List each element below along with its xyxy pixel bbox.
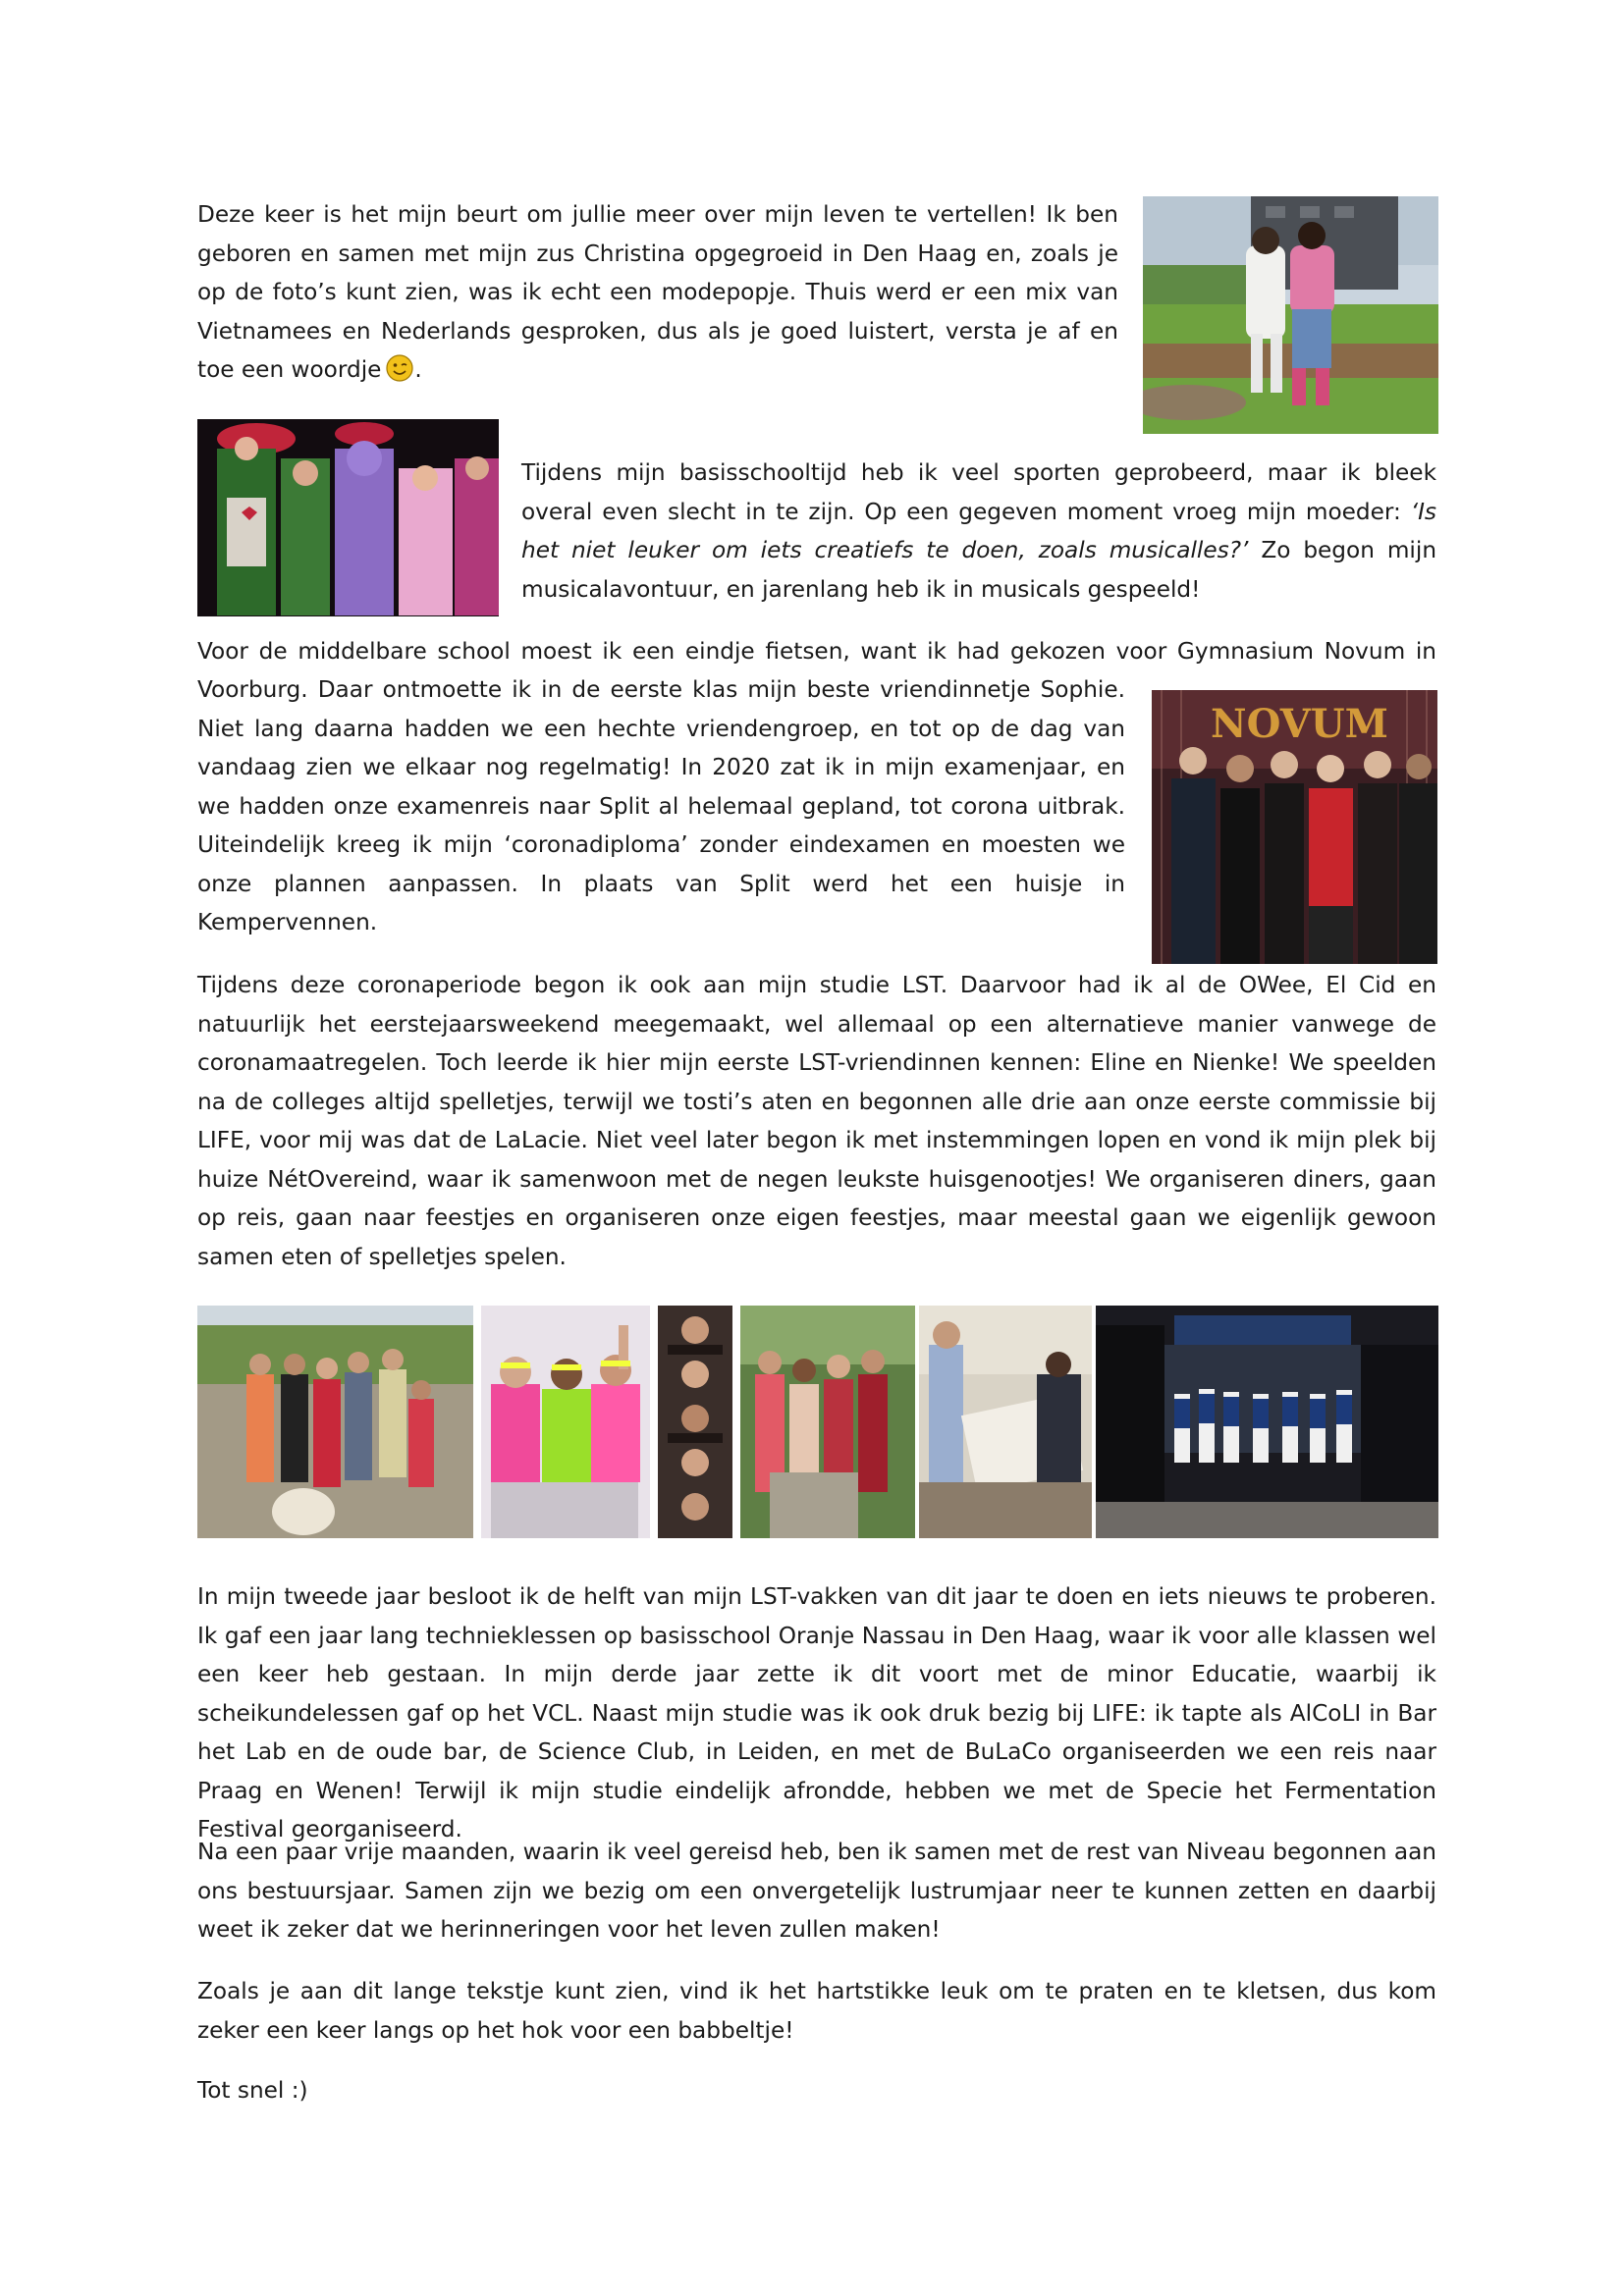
- collage-photo-hiking: [197, 1306, 473, 1538]
- paragraph-highschool-first-line: Voor de middelbare school moest ik een eindje fietsen, want ik had gekozen voor Gymnasium Novum in: [197, 638, 1436, 665]
- paragraph-closing: Tot snel :): [197, 2077, 308, 2104]
- paragraph-board-year: Na een paar vrije maanden, waarin ik veel gereisd heb, ben ik samen met de rest van Niveau begonnen aan ons bestuursjaar. Samen zijn we bezig om een onvergetelijk lustrumjaar neer te kunnen zetten en daarbij weet ik zeker dat we herinneringen voor het leven zullen maken!: [197, 1839, 1436, 1943]
- paragraph-highschool: Voorburg. Daar ontmoette ik in de eerste klas mijn beste vriendinnetje Sophie. Niet lang daarna hadden we een hechte vriendengroep, en tot op de dag van vandaag zien we elkaar nog regelmatig! In 2020 zat ik in mijn examenjaar, en we hadden onze examenreis naar Split al helemaal gepland, tot corona uitbrak. Uiteindelijk kreeg ik mijn ‘coronadiploma’ zonder eindexamen en moesten we onze plannen aanpassen. In plaats van Split werd het een huisje in Kempervennen.: [197, 676, 1125, 935]
- collage-photo-stacked-friends: [658, 1306, 732, 1538]
- collage-photo-neon-party: [481, 1306, 650, 1538]
- novum-banner: NOVUM: [1211, 701, 1388, 747]
- mother-quote: ‘Is het niet leuker om iets creatiefs te doen, zoals musicalles?’: [521, 498, 1436, 563]
- intro-text: Deze keer is het mijn beurt om jullie meer over mijn leven te vertellen! Ik ben geboren en samen met mijn zus Christina opgegroeid in Den Haag en, zoals je op de foto’s kunt zien, was ik echt een modepopje. Thuis werd er een mix van Vietnamees en Nederlands gesproken, dus als je goed luistert, versta je af en toe een woordje: [197, 201, 1118, 383]
- paragraph-intro: Deze keer is het mijn beurt om jullie meer over mijn leven te vertellen! Ik ben geboren en samen met mijn zus Christina opgegroeid in Den Haag en, zoals je op de foto’s kunt zien, was ik echt een modepopje. Thuis werd er een mix van Vietnamees en Nederlands gesproken, dus als je goed luistert, versta je af en toe een woordje .: [197, 201, 1118, 383]
- collage-photo-workshop: [919, 1306, 1092, 1538]
- smiley-wink-icon: [385, 353, 414, 383]
- paragraph-university: Tijdens deze coronaperiode begon ik ook aan mijn studie LST. Daarvoor had ik al de OWee, El Cid en natuurlijk het eerstejaarsweekend meegemaakt, wel allemaal op een alternatieve manier vanwege de coronamaatregelen. Toch leerde ik hier mijn eerste LST-vriendinnen kennen: Eline en Nienke! We speelden na de colleges altijd spelletjes, terwijl we tosti’s aten en begonnen alle drie aan onze eerste commissie bij LIFE, voor mij was dat de LaLacie. Niet veel later begon ik met instemmingen lopen en vond ik mijn plek bij huize NétOvereind, waar ik samenwoon met de negen leukste huisgenootjes! We organiseren diners, gaan op reis, gaan naar feestjes en organiseren onze eigen feestjes, maar meestal gaan we eigenlijk gewoon samen eten of spelletjes spelen.: [197, 972, 1436, 1270]
- collage-photo-group-garden: [740, 1306, 915, 1538]
- photo-novum-friends: [1152, 690, 1437, 964]
- paragraph-second-year: In mijn tweede jaar besloot ik de helft van mijn LST-vakken van dit jaar te doen en iets nieuws te proberen. Ik gaf een jaar lang technieklessen op basisschool Oranje Nassau in Den Haag, waar ik voor alle klassen wel een keer heb gestaan. In mijn derde jaar zette ik dit voort met de minor Educatie, waarbij ik scheikundelessen gaf op het VCL. Naast mijn studie was ik ook druk bezig bij LIFE: ik tapte als AlCoLI in Bar het Lab en de oude bar, de Science Club, in Leiden, en met de BuLaCo organiseerden we een reis naar Praag en Wenen! Terwijl ik mijn studie eindelijk afrondde, hebben we met de Specie het Fermentation Festival georganiseerd.: [197, 1583, 1436, 1842]
- paragraph-invitation: Zoals je aan dit lange tekstje kunt zien, vind ik het hartstikke leuk om te praten en te kletsen, dus kom zeker een keer langs op het hok voor een babbeltje!: [197, 1978, 1436, 2044]
- photo-musical-stage: [197, 419, 499, 616]
- photo-childhood-sisters: [1143, 196, 1438, 434]
- collage-photo-festival-stage: [1096, 1306, 1438, 1538]
- paragraph-musical: Tijdens mijn basisschooltijd heb ik veel sporten geprobeerd, maar ik bleek overal even slecht in te zijn. Op een gegeven moment vroeg mijn moeder: ‘Is het niet leuker om iets creatiefs te doen, zoals musicalles?’ Zo begon mijn musicalavontuur, en jarenlang heb ik in musicals gespeeld!: [521, 459, 1437, 603]
